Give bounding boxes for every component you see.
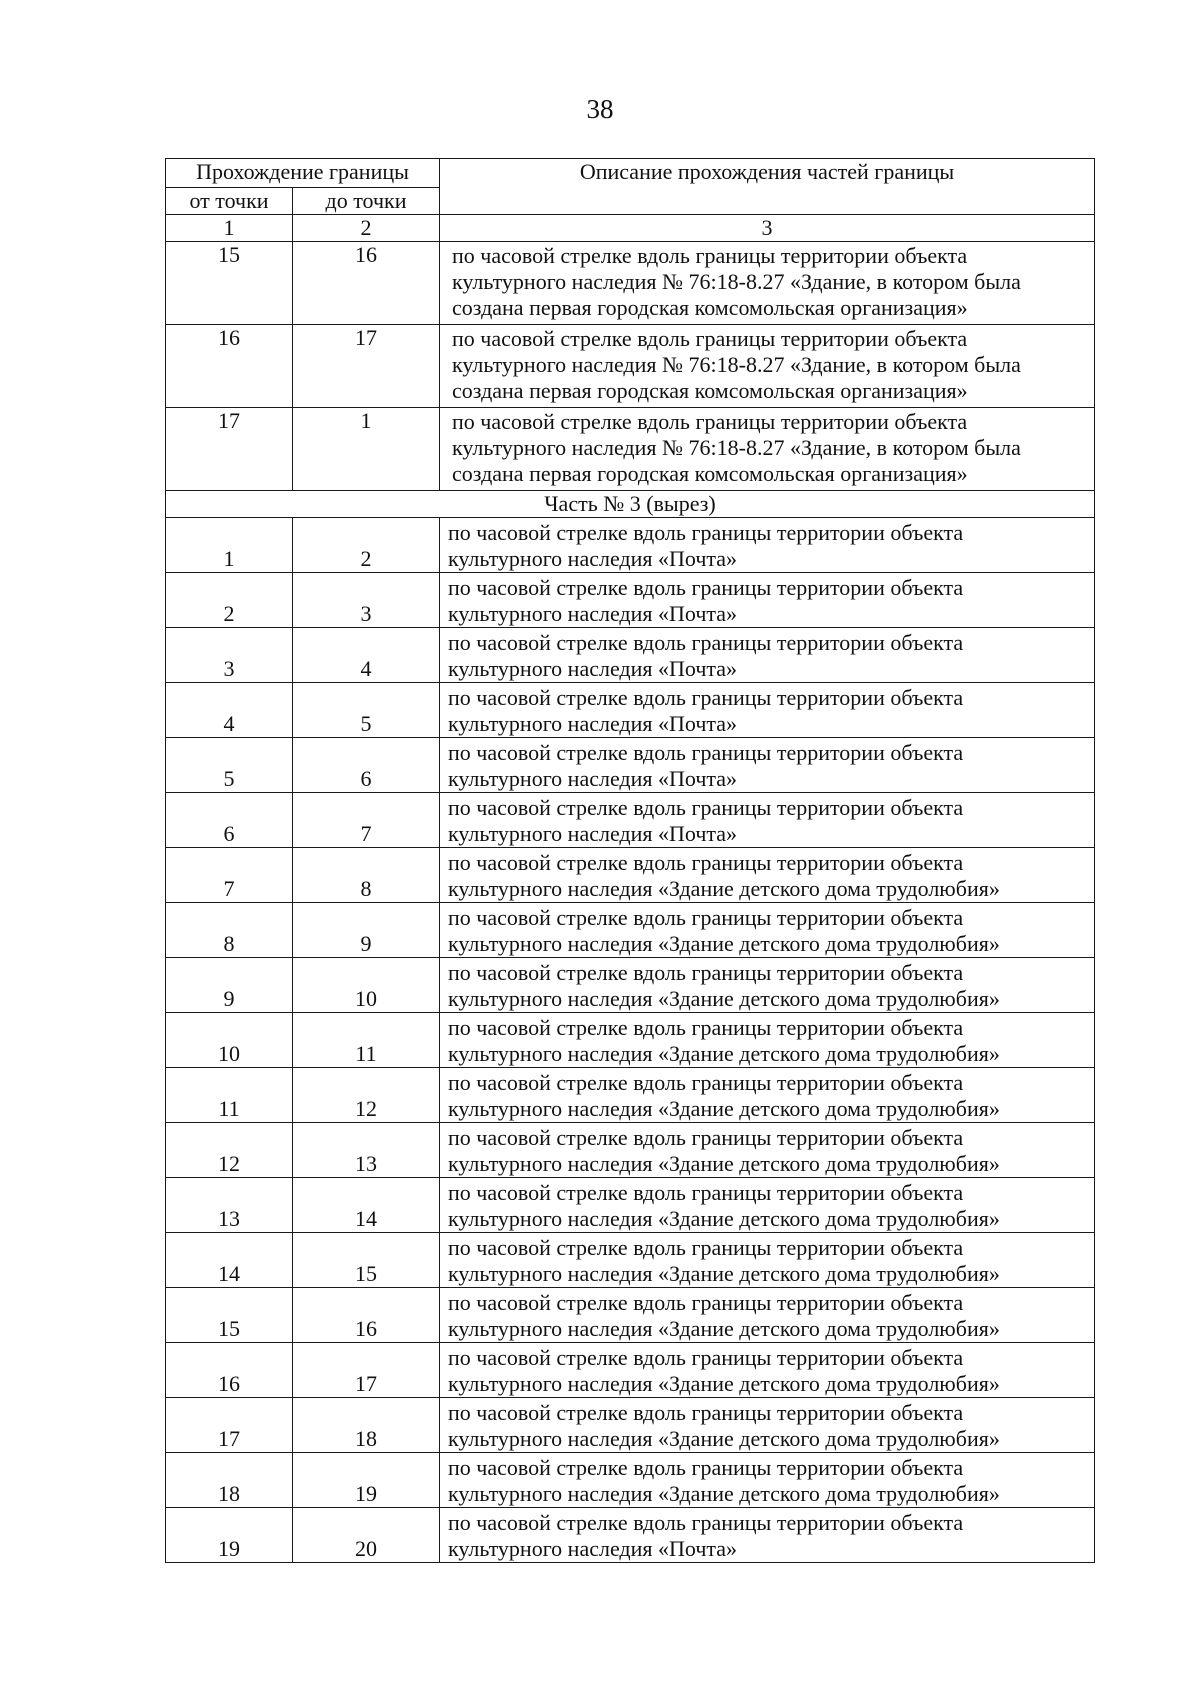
description-cell [440, 325, 1095, 408]
table-row [166, 958, 1095, 1013]
description-line: культурного наследия № 76:18-8.27 «Здание, в котором была [452, 352, 1021, 377]
from-point-cell: 13 [166, 1178, 293, 1233]
description-line: культурного наследия «Здание детского дома трудолюбия» [448, 1151, 1000, 1176]
description-line: культурного наследия «Здание детского дома трудолюбия» [448, 876, 1000, 901]
from-point-cell: 14 [166, 1233, 293, 1288]
page-number: 38 [586, 94, 614, 124]
description-cell [440, 242, 1095, 325]
description-cell [440, 1068, 1095, 1123]
description-line: по часовой стрелке вдоль границы территории объекта [448, 685, 964, 710]
description-line: культурного наследия «Почта» [448, 656, 738, 681]
to-point-cell: 20 [293, 1508, 440, 1563]
description-line: по часовой стрелке вдоль границы территории объекта [448, 960, 964, 985]
description-line: по часовой стрелке вдоль границы территории объекта [448, 1455, 964, 1480]
from-point-cell: 11 [166, 1068, 293, 1123]
from-point-cell: 16 [166, 1343, 293, 1398]
to-point-cell: 9 [293, 903, 440, 958]
from-point-cell: 18 [166, 1453, 293, 1508]
from-point-cell: 1 [166, 518, 293, 573]
from-point-cell: 17 [166, 408, 293, 491]
description-line: культурного наследия «Почта» [448, 546, 738, 571]
to-point-cell: 17 [293, 1343, 440, 1398]
description-line: по часовой стрелке вдоль границы территории объекта [448, 1290, 964, 1315]
to-point-cell: 11 [293, 1013, 440, 1068]
to-point-cell: 3 [293, 573, 440, 628]
description-line: по часовой стрелке вдоль границы территории объекта [448, 795, 964, 820]
description-line: культурного наследия «Здание детского дома трудолюбия» [448, 1316, 1000, 1341]
description-line: по часовой стрелке вдоль границы территории объекта [448, 1510, 964, 1535]
boundary-table [165, 158, 1095, 1563]
part-title-row [166, 491, 1095, 518]
to-point-cell: 13 [293, 1123, 440, 1178]
description-line: по часовой стрелке вдоль границы территории объекта [448, 1015, 964, 1040]
description-line: по часовой стрелке вдоль границы территории объекта [452, 409, 968, 434]
table-row [166, 738, 1095, 793]
description-cell [440, 1233, 1095, 1288]
to-point-cell: 1 [293, 408, 440, 491]
description-cell [440, 738, 1095, 793]
table-header-row [166, 159, 1095, 188]
from-point-cell: 5 [166, 738, 293, 793]
description-line: по часовой стрелке вдоль границы территории объекта [448, 740, 964, 765]
description-cell [440, 848, 1095, 903]
to-point-cell: 18 [293, 1398, 440, 1453]
description-cell [440, 1178, 1095, 1233]
description-line: по часовой стрелке вдоль границы территории объекта [448, 1180, 964, 1205]
to-point-cell: 7 [293, 793, 440, 848]
description-cell [440, 1123, 1095, 1178]
to-point-cell: 14 [293, 1178, 440, 1233]
description-line: культурного наследия «Здание детского дома трудолюбия» [448, 1096, 1000, 1121]
to-point-cell: 6 [293, 738, 440, 793]
to-point-cell: 17 [293, 325, 440, 408]
table-row [166, 1453, 1095, 1508]
description-cell [440, 683, 1095, 738]
description-line: культурного наследия № 76:18-8.27 «Здание, в котором была [452, 435, 1021, 460]
description-line: создана первая городская комсомольская организация» [452, 295, 968, 320]
from-point-cell: 7 [166, 848, 293, 903]
description-line: культурного наследия «Здание детского дома трудолюбия» [448, 1371, 1000, 1396]
header-description: Описание прохождения частей границы [440, 159, 1095, 215]
description-cell [440, 518, 1095, 573]
description-line: культурного наследия «Почта» [448, 766, 738, 791]
description-line: по часовой стрелке вдоль границы территории объекта [448, 1125, 964, 1150]
description-cell [440, 408, 1095, 491]
description-line: культурного наследия «Здание детского дома трудолюбия» [448, 986, 1000, 1011]
from-point-cell: 6 [166, 793, 293, 848]
from-point-cell: 12 [166, 1123, 293, 1178]
header-passage: Прохождение границы [166, 159, 440, 188]
table-row [166, 683, 1095, 738]
description-line: культурного наследия «Почта» [448, 601, 738, 626]
column-number-1: 1 [166, 215, 293, 242]
description-cell [440, 573, 1095, 628]
description-line: по часовой стрелке вдоль границы территории объекта [448, 575, 964, 600]
from-point-cell: 19 [166, 1508, 293, 1563]
to-point-cell: 16 [293, 242, 440, 325]
description-line: культурного наследия «Здание детского дома трудолюбия» [448, 1261, 1000, 1286]
table-row [166, 793, 1095, 848]
table-row [166, 1508, 1095, 1563]
to-point-cell: 12 [293, 1068, 440, 1123]
description-cell [440, 1398, 1095, 1453]
description-line: по часовой стрелке вдоль границы территории объекта [448, 1070, 964, 1095]
from-point-cell: 15 [166, 242, 293, 325]
description-line: по часовой стрелке вдоль границы территории объекта [448, 630, 964, 655]
description-line: культурного наследия «Почта» [448, 1536, 738, 1561]
from-point-cell: 4 [166, 683, 293, 738]
description-cell [440, 793, 1095, 848]
table-row [166, 628, 1095, 683]
table-row [166, 1123, 1095, 1178]
from-point-cell: 17 [166, 1398, 293, 1453]
description-line: по часовой стрелке вдоль границы территории объекта [448, 1235, 964, 1260]
description-cell [440, 903, 1095, 958]
column-number-2: 2 [293, 215, 440, 242]
description-cell [440, 1453, 1095, 1508]
header-from-point: от точки [166, 188, 293, 215]
header-to-point: до точки [293, 188, 440, 215]
description-line: по часовой стрелке вдоль границы территории объекта [452, 326, 968, 351]
from-point-cell: 9 [166, 958, 293, 1013]
table-row [166, 903, 1095, 958]
to-point-cell: 16 [293, 1288, 440, 1343]
from-point-cell: 3 [166, 628, 293, 683]
column-numbers-row [166, 215, 1095, 242]
from-point-cell: 10 [166, 1013, 293, 1068]
boundary-table-body [166, 159, 1095, 1563]
description-line: культурного наследия «Здание детского дома трудолюбия» [448, 931, 1000, 956]
description-line: культурного наследия «Здание детского дома трудолюбия» [448, 1041, 1000, 1066]
table-row [166, 242, 1095, 325]
to-point-cell: 19 [293, 1453, 440, 1508]
description-line: культурного наследия «Здание детского дома трудолюбия» [448, 1206, 1000, 1231]
description-line: культурного наследия № 76:18-8.27 «Здание, в котором была [452, 269, 1021, 294]
description-line: культурного наследия «Почта» [448, 711, 738, 736]
description-line: создана первая городская комсомольская организация» [452, 378, 968, 403]
description-line: по часовой стрелке вдоль границы территории объекта [448, 850, 964, 875]
description-cell [440, 1508, 1095, 1563]
description-cell [440, 958, 1095, 1013]
description-line: культурного наследия «Почта» [448, 821, 738, 846]
description-cell [440, 1013, 1095, 1068]
description-cell [440, 1343, 1095, 1398]
table-row [166, 1343, 1095, 1398]
from-point-cell: 2 [166, 573, 293, 628]
description-line: по часовой стрелке вдоль границы территории объекта [448, 1400, 964, 1425]
to-point-cell: 8 [293, 848, 440, 903]
description-line: по часовой стрелке вдоль границы территории объекта [448, 520, 964, 545]
to-point-cell: 5 [293, 683, 440, 738]
description-cell [440, 628, 1095, 683]
from-point-cell: 15 [166, 1288, 293, 1343]
description-line: создана первая городская комсомольская организация» [452, 461, 968, 486]
from-point-cell: 8 [166, 903, 293, 958]
description-cell [440, 1288, 1095, 1343]
part-title: Часть № 3 (вырез) [166, 491, 1095, 518]
to-point-cell: 15 [293, 1233, 440, 1288]
description-line: по часовой стрелке вдоль границы территории объекта [452, 243, 968, 268]
description-line: культурного наследия «Здание детского дома трудолюбия» [448, 1426, 1000, 1451]
table-row [166, 1013, 1095, 1068]
table-row [166, 1398, 1095, 1453]
table-row [166, 1068, 1095, 1123]
table-row [166, 848, 1095, 903]
table-row [166, 408, 1095, 491]
table-row [166, 325, 1095, 408]
table-row [166, 1288, 1095, 1343]
column-number-3: 3 [440, 215, 1095, 242]
description-line: культурного наследия «Здание детского дома трудолюбия» [448, 1481, 1000, 1506]
description-line: по часовой стрелке вдоль границы территории объекта [448, 1345, 964, 1370]
from-point-cell: 16 [166, 325, 293, 408]
to-point-cell: 2 [293, 518, 440, 573]
table-row [166, 1233, 1095, 1288]
table-row [166, 573, 1095, 628]
table-row [166, 1178, 1095, 1233]
to-point-cell: 4 [293, 628, 440, 683]
to-point-cell: 10 [293, 958, 440, 1013]
description-line: по часовой стрелке вдоль границы территории объекта [448, 905, 964, 930]
table-row [166, 518, 1095, 573]
